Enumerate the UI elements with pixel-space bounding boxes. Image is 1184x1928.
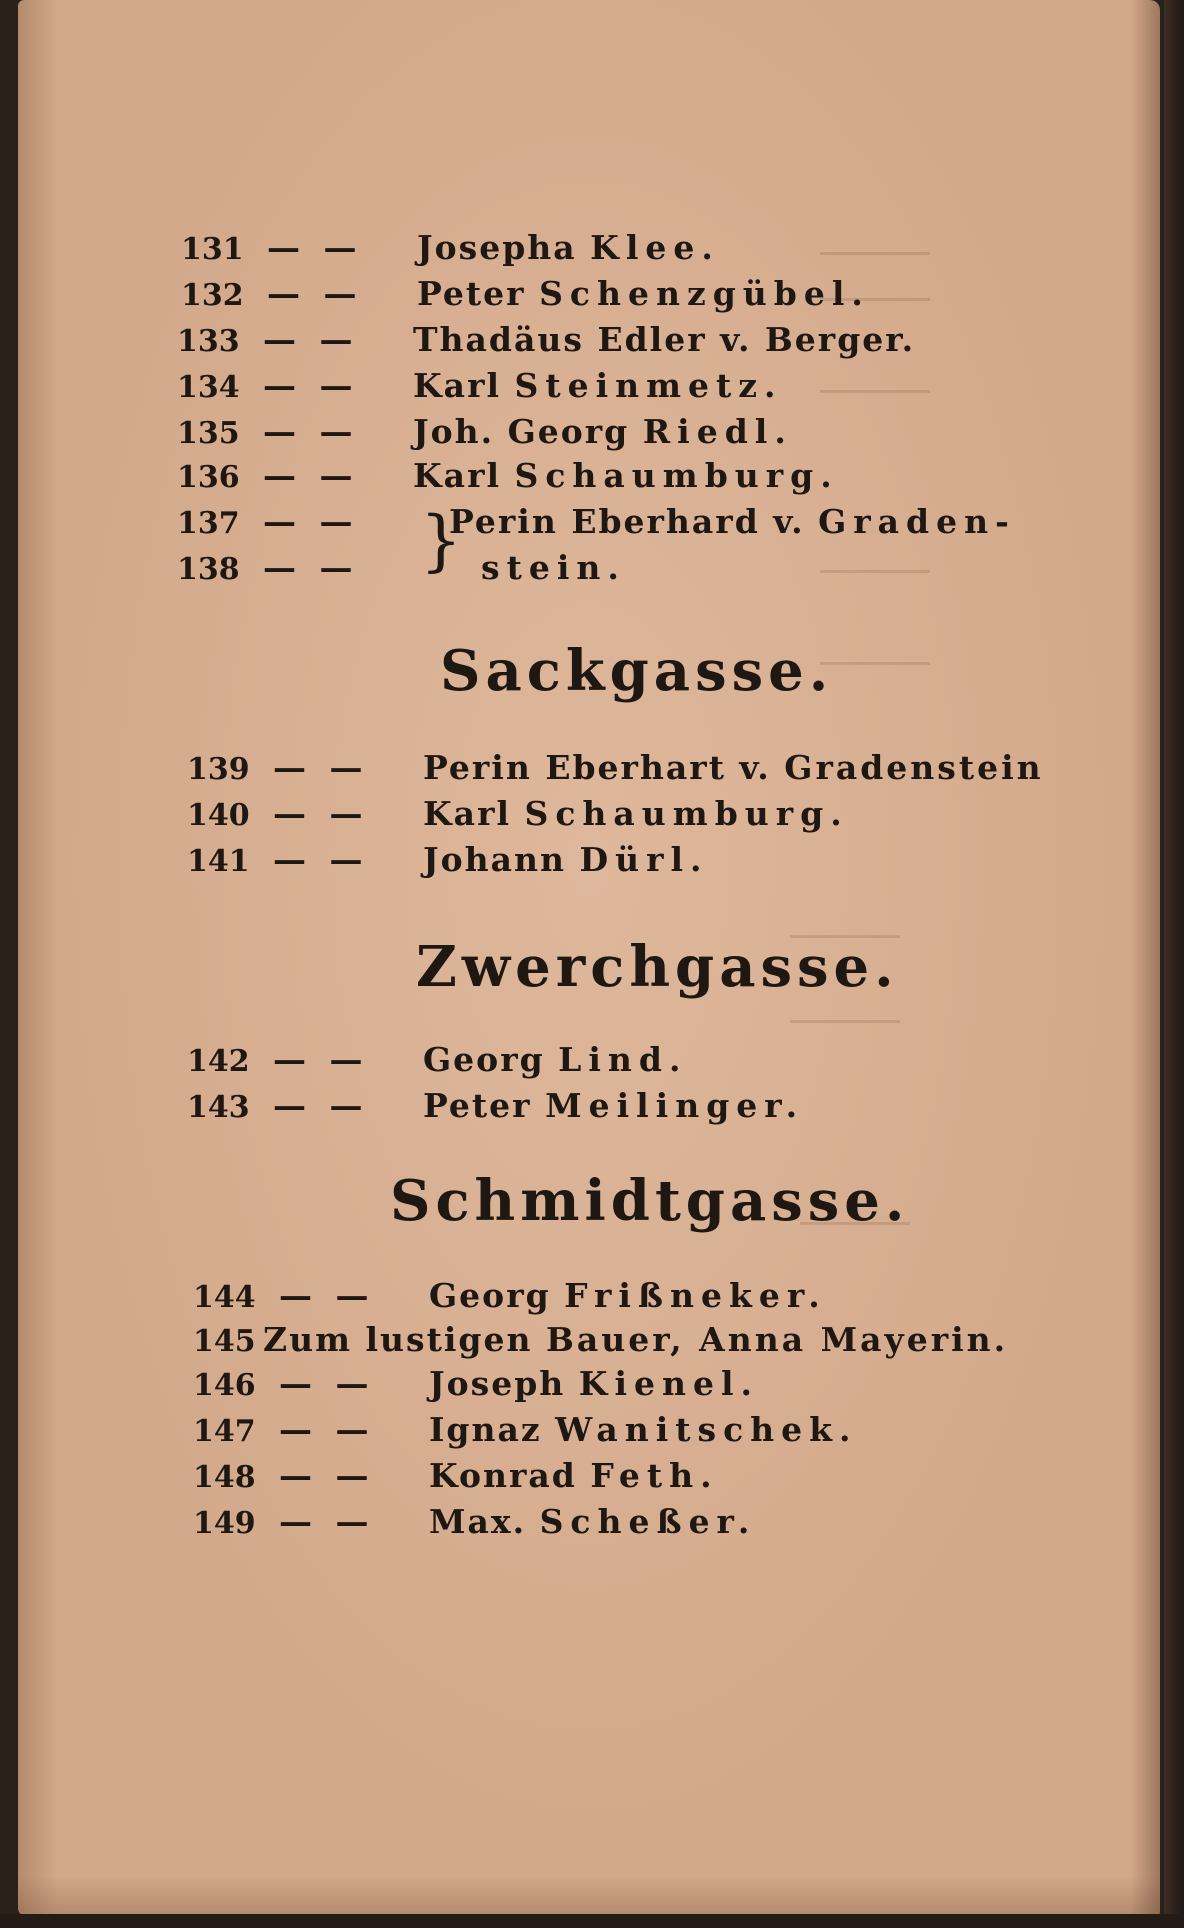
ditto-dashes: — — bbox=[267, 228, 363, 267]
ditto-dashes: — — bbox=[263, 366, 359, 405]
ditto-dashes: — — bbox=[273, 794, 369, 833]
entry-row-141 bbox=[187, 840, 709, 880]
house-number: 133 bbox=[177, 324, 240, 359]
bleed-through-mark bbox=[820, 662, 930, 665]
house-number: 141 bbox=[187, 844, 250, 879]
house-number: 149 bbox=[193, 1506, 256, 1541]
resident-name: Georg Frißneker. bbox=[429, 1276, 827, 1315]
resident-name: Max. Scheßer. bbox=[429, 1502, 757, 1541]
resident-name: Karl Steinmetz. bbox=[413, 366, 783, 405]
entry-row-136 bbox=[177, 456, 839, 496]
ditto-dashes: — — bbox=[273, 840, 369, 879]
house-number: 135 bbox=[177, 416, 240, 451]
resident-name: Ignaz Wanitschek. bbox=[429, 1410, 858, 1449]
ditto-dashes: — — bbox=[263, 456, 359, 495]
entry-row-138 bbox=[177, 548, 626, 588]
house-number: 137 bbox=[177, 506, 240, 541]
resident-name: Peter Schenzgübel. bbox=[417, 274, 870, 313]
house-number: 145 bbox=[193, 1324, 256, 1359]
ditto-dashes: — — bbox=[263, 502, 359, 541]
ditto-dashes: — — bbox=[263, 412, 359, 451]
page-edge-right bbox=[1164, 0, 1184, 1928]
entry-row-134 bbox=[177, 366, 782, 406]
street-heading-schmidtgasse: Schmidtgasse. bbox=[390, 1168, 910, 1234]
ditto-dashes: — — bbox=[267, 274, 363, 313]
bleed-through-mark bbox=[820, 570, 930, 573]
entry-row-144 bbox=[193, 1276, 827, 1316]
house-number: 131 bbox=[181, 232, 244, 267]
entry-row-131 bbox=[181, 228, 720, 268]
entry-row-140 bbox=[187, 794, 849, 834]
ditto-dashes: — — bbox=[279, 1456, 375, 1495]
house-number: 148 bbox=[193, 1460, 256, 1495]
ditto-dashes: — — bbox=[279, 1364, 375, 1403]
resident-name: Zum lustigen Bauer, Anna Mayerin. bbox=[263, 1320, 1009, 1359]
house-number: 142 bbox=[187, 1044, 250, 1079]
resident-name: Perin Eberhard v. Graden- bbox=[449, 502, 1016, 541]
bleed-through-mark bbox=[820, 252, 930, 255]
ditto-dashes: — — bbox=[279, 1410, 375, 1449]
ditto-dashes: — — bbox=[263, 320, 359, 359]
ditto-dashes: — — bbox=[263, 548, 359, 587]
house-number: 132 bbox=[181, 278, 244, 313]
resident-name: Josepha Klee. bbox=[417, 228, 720, 267]
resident-name: Konrad Feth. bbox=[429, 1456, 719, 1495]
entry-row-132 bbox=[181, 274, 870, 314]
entry-row-147 bbox=[193, 1410, 858, 1450]
entry-row-133 bbox=[177, 320, 915, 360]
house-number: 143 bbox=[187, 1090, 250, 1125]
entry-row-143 bbox=[187, 1086, 804, 1126]
street-heading-sackgasse: Sackgasse. bbox=[440, 638, 834, 704]
ditto-dashes: — — bbox=[279, 1502, 375, 1541]
entry-row-142 bbox=[187, 1040, 687, 1080]
house-number: 147 bbox=[193, 1414, 256, 1449]
page-edge-bottom bbox=[0, 1914, 1184, 1928]
entry-row-149 bbox=[193, 1502, 756, 1542]
entry-row-145 bbox=[193, 1320, 1008, 1360]
street-heading-zwerchgasse: Zwerchgasse. bbox=[416, 934, 899, 1000]
entry-row-148 bbox=[193, 1456, 719, 1496]
ditto-dashes: — — bbox=[273, 1040, 369, 1079]
ditto-dashes: — — bbox=[273, 748, 369, 787]
resident-name: stein. bbox=[481, 548, 626, 587]
resident-name: Perin Eberhart v. Gradenstein bbox=[423, 748, 1044, 787]
entry-row-135 bbox=[177, 412, 793, 452]
resident-name: Joseph Kienel. bbox=[429, 1364, 759, 1403]
resident-name: Karl Schaumburg. bbox=[413, 456, 839, 495]
resident-name: Johann Dürl. bbox=[423, 840, 709, 879]
house-number: 140 bbox=[187, 798, 250, 833]
resident-name: Thadäus Edler v. Berger. bbox=[413, 320, 916, 359]
house-number: 134 bbox=[177, 370, 240, 405]
entry-row-146 bbox=[193, 1364, 759, 1404]
bleed-through-mark bbox=[820, 390, 930, 393]
resident-name: Karl Schaumburg. bbox=[423, 794, 849, 833]
ditto-dashes: — — bbox=[279, 1276, 375, 1315]
ditto-dashes: — — bbox=[273, 1086, 369, 1125]
entry-row-137 bbox=[177, 502, 1016, 542]
house-number: 136 bbox=[177, 460, 240, 495]
house-number: 139 bbox=[187, 752, 250, 787]
resident-name: Peter Meilinger. bbox=[423, 1086, 805, 1125]
curly-brace: } bbox=[420, 502, 462, 579]
resident-name: Georg Lind. bbox=[423, 1040, 688, 1079]
house-number: 138 bbox=[177, 552, 240, 587]
house-number: 144 bbox=[193, 1280, 256, 1315]
bleed-through-mark bbox=[790, 1020, 900, 1023]
house-number: 146 bbox=[193, 1368, 256, 1403]
resident-name: Joh. Georg Riedl. bbox=[413, 412, 793, 451]
entry-row-139 bbox=[187, 748, 1044, 788]
